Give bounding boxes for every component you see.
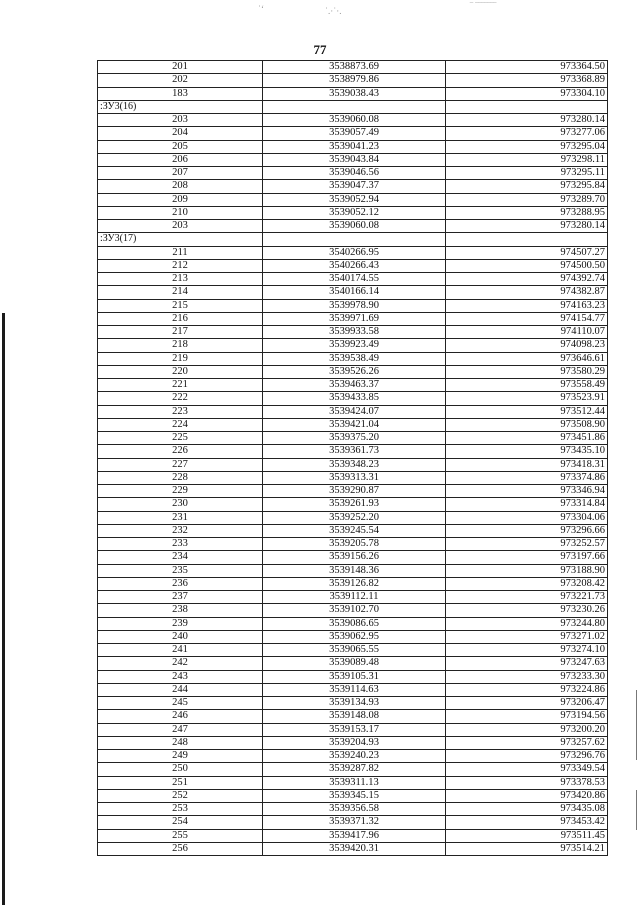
point-number-cell: 216 [98,312,263,325]
y-coordinate-cell: 974154.77 [446,312,608,325]
table-row [98,551,608,564]
section-label: :ЗУ3(17) [98,233,263,246]
table-row [98,220,608,233]
table-row [98,392,608,405]
table-row [98,445,608,458]
table-row [98,193,608,206]
y-coordinate-cell: 974507.27 [446,246,608,259]
x-coordinate-cell: 3539424.07 [263,405,446,418]
y-coordinate-cell: 973230.26 [446,604,608,617]
x-coordinate-cell: 3539043.84 [263,153,446,166]
section-row [98,233,608,246]
y-coordinate-cell: 973378.53 [446,776,608,789]
y-coordinate-cell: 973194.56 [446,710,608,723]
point-number-cell: 236 [98,577,263,590]
y-coordinate-cell: 973277.06 [446,127,608,140]
y-coordinate-cell: 973296.76 [446,750,608,763]
point-number-cell: 215 [98,299,263,312]
table-row [98,683,608,696]
table-row [98,789,608,802]
x-coordinate-cell: 3539433.85 [263,392,446,405]
y-coordinate-cell: 973224.86 [446,683,608,696]
y-coordinate-cell: 973580.29 [446,365,608,378]
y-coordinate-cell: 973206.47 [446,697,608,710]
point-number-cell: 243 [98,670,263,683]
coordinates-table [97,60,608,856]
table-row [98,326,608,339]
binding-edge-bar [2,313,5,905]
point-number-cell: 227 [98,458,263,471]
point-number-cell: 254 [98,816,263,829]
y-coordinate-cell: 973289.70 [446,193,608,206]
section-row [98,100,608,113]
table-row [98,379,608,392]
table-row [98,365,608,378]
point-number-cell: 229 [98,485,263,498]
table-row [98,246,608,259]
y-coordinate-cell: 973221.73 [446,591,608,604]
y-coordinate-cell: 973280.14 [446,114,608,127]
table-row [98,750,608,763]
x-coordinate-cell: 3539060.08 [263,114,446,127]
y-coordinate-cell: 973298.11 [446,153,608,166]
y-coordinate-cell: 973364.50 [446,61,608,74]
y-coordinate-cell: 974163.23 [446,299,608,312]
empty-cell [263,233,446,246]
point-number-cell: 235 [98,564,263,577]
y-coordinate-cell: 973558.49 [446,379,608,392]
table-row [98,803,608,816]
table-row [98,736,608,749]
y-coordinate-cell: 973280.14 [446,220,608,233]
x-coordinate-cell: 3539290.87 [263,485,446,498]
table-row [98,458,608,471]
point-number-cell: 203 [98,114,263,127]
x-coordinate-cell: 3539148.08 [263,710,446,723]
empty-cell [263,100,446,113]
x-coordinate-cell: 3540266.43 [263,259,446,272]
x-coordinate-cell: 3539041.23 [263,140,446,153]
point-number-cell: 219 [98,352,263,365]
point-number-cell: 213 [98,273,263,286]
x-coordinate-cell: 3539240.23 [263,750,446,763]
point-number-cell: 253 [98,803,263,816]
x-coordinate-cell: 3539126.82 [263,577,446,590]
x-coordinate-cell: 3539038.43 [263,87,446,100]
point-number-cell: 214 [98,286,263,299]
point-number-cell: 201 [98,61,263,74]
point-number-cell: 221 [98,379,263,392]
table-row [98,617,608,630]
y-coordinate-cell: 973295.84 [446,180,608,193]
point-number-cell: 242 [98,657,263,670]
scan-noise-mark: ˙.·˙·. [325,6,342,16]
x-coordinate-cell: 3539348.23 [263,458,446,471]
table-row [98,471,608,484]
y-coordinate-cell: 974110.07 [446,326,608,339]
y-coordinate-cell: 973511.45 [446,829,608,842]
y-coordinate-cell: 973197.66 [446,551,608,564]
x-coordinate-cell: 3539112.11 [263,591,446,604]
x-coordinate-cell: 3539420.31 [263,842,446,855]
x-coordinate-cell: 3539060.08 [263,220,446,233]
table-row [98,485,608,498]
table-row [98,776,608,789]
x-coordinate-cell: 3539205.78 [263,538,446,551]
table-row [98,273,608,286]
x-coordinate-cell: 3539046.56 [263,167,446,180]
y-coordinate-cell: 973523.91 [446,392,608,405]
y-coordinate-cell: 973346.94 [446,485,608,498]
table-row [98,153,608,166]
point-number-cell: 207 [98,167,263,180]
table-row [98,286,608,299]
x-coordinate-cell: 3539526.26 [263,365,446,378]
y-coordinate-cell: 973244.80 [446,617,608,630]
point-number-cell: 241 [98,644,263,657]
point-number-cell: 230 [98,498,263,511]
scan-edge-line [636,790,637,830]
point-number-cell: 210 [98,206,263,219]
table-row [98,339,608,352]
x-coordinate-cell: 3539313.31 [263,471,446,484]
table-row [98,180,608,193]
point-number-cell: 231 [98,511,263,524]
y-coordinate-cell: 974392.74 [446,273,608,286]
x-coordinate-cell: 3539134.93 [263,697,446,710]
scan-noise-mark: ‾ ‾‾‾‾‾‾‾ [470,2,497,12]
table-row [98,259,608,272]
table-row [98,405,608,418]
point-number-cell: 226 [98,445,263,458]
table-row [98,604,608,617]
x-coordinate-cell: 3539361.73 [263,445,446,458]
table-row [98,644,608,657]
y-coordinate-cell: 973514.21 [446,842,608,855]
x-coordinate-cell: 3539356.58 [263,803,446,816]
x-coordinate-cell: 3539287.82 [263,763,446,776]
y-coordinate-cell: 973418.31 [446,458,608,471]
y-coordinate-cell: 973420.86 [446,789,608,802]
table-row [98,312,608,325]
x-coordinate-cell: 3539114.63 [263,683,446,696]
y-coordinate-cell: 973512.44 [446,405,608,418]
table-row [98,538,608,551]
point-number-cell: 249 [98,750,263,763]
point-number-cell: 225 [98,432,263,445]
point-number-cell: 255 [98,829,263,842]
x-coordinate-cell: 3539245.54 [263,524,446,537]
table-row [98,74,608,87]
y-coordinate-cell: 974500.50 [446,259,608,272]
point-number-cell: 208 [98,180,263,193]
x-coordinate-cell: 3540174.55 [263,273,446,286]
point-number-cell: 234 [98,551,263,564]
point-number-cell: 204 [98,127,263,140]
point-number-cell: 248 [98,736,263,749]
table-row [98,630,608,643]
point-number-cell: 203 [98,220,263,233]
point-number-cell: 251 [98,776,263,789]
point-number-cell: 205 [98,140,263,153]
empty-cell [446,233,608,246]
x-coordinate-cell: 3539417.96 [263,829,446,842]
point-number-cell: 232 [98,524,263,537]
point-number-cell: 202 [98,74,263,87]
table-row [98,418,608,431]
table-row [98,498,608,511]
point-number-cell: 239 [98,617,263,630]
x-coordinate-cell: 3539086.65 [263,617,446,630]
x-coordinate-cell: 3538979.86 [263,74,446,87]
table-row [98,723,608,736]
table-row [98,710,608,723]
y-coordinate-cell: 973208.42 [446,577,608,590]
point-number-cell: 238 [98,604,263,617]
y-coordinate-cell: 973451.86 [446,432,608,445]
point-number-cell: 220 [98,365,263,378]
x-coordinate-cell: 3539345.15 [263,789,446,802]
y-coordinate-cell: 973274.10 [446,644,608,657]
point-number-cell: 247 [98,723,263,736]
point-number-cell: 237 [98,591,263,604]
coordinates-table-body [98,61,608,856]
y-coordinate-cell: 974098.23 [446,339,608,352]
table-row [98,670,608,683]
table-row [98,842,608,855]
table-row [98,829,608,842]
point-number-cell: 222 [98,392,263,405]
point-number-cell: 223 [98,405,263,418]
page-number: 77 [313,42,327,57]
x-coordinate-cell: 3539062.95 [263,630,446,643]
table-row [98,432,608,445]
x-coordinate-cell: 3539311.13 [263,776,446,789]
x-coordinate-cell: 3539102.70 [263,604,446,617]
y-coordinate-cell: 973349.54 [446,763,608,776]
x-coordinate-cell: 3539153.17 [263,723,446,736]
y-coordinate-cell: 973233.30 [446,670,608,683]
table-row [98,352,608,365]
y-coordinate-cell: 973288.95 [446,206,608,219]
y-coordinate-cell: 973435.10 [446,445,608,458]
x-coordinate-cell: 3539047.37 [263,180,446,193]
y-coordinate-cell: 973646.61 [446,352,608,365]
table-row [98,591,608,604]
point-number-cell: 209 [98,193,263,206]
x-coordinate-cell: 3539105.31 [263,670,446,683]
y-coordinate-cell: 973296.66 [446,524,608,537]
point-number-cell: 218 [98,339,263,352]
table-row [98,697,608,710]
x-coordinate-cell: 3539065.55 [263,644,446,657]
y-coordinate-cell: 973252.57 [446,538,608,551]
empty-cell [446,100,608,113]
x-coordinate-cell: 3539204.93 [263,736,446,749]
table-row [98,763,608,776]
table-row [98,140,608,153]
y-coordinate-cell: 973295.11 [446,167,608,180]
x-coordinate-cell: 3539923.49 [263,339,446,352]
point-number-cell: 206 [98,153,263,166]
y-coordinate-cell: 973188.90 [446,564,608,577]
y-coordinate-cell: 973435.08 [446,803,608,816]
x-coordinate-cell: 3539252.20 [263,511,446,524]
point-number-cell: 212 [98,259,263,272]
table-row [98,657,608,670]
section-label: :ЗУ3(16) [98,100,263,113]
x-coordinate-cell: 3539156.26 [263,551,446,564]
table-row [98,524,608,537]
x-coordinate-cell: 3539261.93 [263,498,446,511]
point-number-cell: 244 [98,683,263,696]
x-coordinate-cell: 3539978.90 [263,299,446,312]
table-row [98,206,608,219]
x-coordinate-cell: 3539089.48 [263,657,446,670]
table-row [98,299,608,312]
y-coordinate-cell: 973304.10 [446,87,608,100]
table-row [98,127,608,140]
point-number-cell: 211 [98,246,263,259]
y-coordinate-cell: 973271.02 [446,630,608,643]
x-coordinate-cell: 3539971.69 [263,312,446,325]
table-row [98,87,608,100]
y-coordinate-cell: 973508.90 [446,418,608,431]
table-row [98,511,608,524]
x-coordinate-cell: 3539148.36 [263,564,446,577]
point-number-cell: 224 [98,418,263,431]
point-number-cell: 233 [98,538,263,551]
table-row [98,167,608,180]
point-number-cell: 240 [98,630,263,643]
y-coordinate-cell: 973257.62 [446,736,608,749]
point-number-cell: 183 [98,87,263,100]
scan-noise-mark: ʿ‘ [258,4,264,14]
y-coordinate-cell: 973295.04 [446,140,608,153]
y-coordinate-cell: 973304.06 [446,511,608,524]
table-row [98,61,608,74]
point-number-cell: 245 [98,697,263,710]
y-coordinate-cell: 973200.20 [446,723,608,736]
table-row [98,577,608,590]
x-coordinate-cell: 3539057.49 [263,127,446,140]
x-coordinate-cell: 3539463.37 [263,379,446,392]
point-number-cell: 256 [98,842,263,855]
table-row [98,816,608,829]
x-coordinate-cell: 3539421.04 [263,418,446,431]
y-coordinate-cell: 973247.63 [446,657,608,670]
point-number-cell: 246 [98,710,263,723]
x-coordinate-cell: 3539538.49 [263,352,446,365]
y-coordinate-cell: 973453.42 [446,816,608,829]
x-coordinate-cell: 3539052.94 [263,193,446,206]
x-coordinate-cell: 3540266.95 [263,246,446,259]
y-coordinate-cell: 973374.86 [446,471,608,484]
point-number-cell: 228 [98,471,263,484]
scan-edge-line [636,690,637,760]
point-number-cell: 217 [98,326,263,339]
y-coordinate-cell: 973368.89 [446,74,608,87]
x-coordinate-cell: 3539371.32 [263,816,446,829]
x-coordinate-cell: 3538873.69 [263,61,446,74]
point-number-cell: 250 [98,763,263,776]
x-coordinate-cell: 3539933.58 [263,326,446,339]
table-row [98,114,608,127]
table-row [98,564,608,577]
x-coordinate-cell: 3539375.20 [263,432,446,445]
y-coordinate-cell: 973314.84 [446,498,608,511]
x-coordinate-cell: 3539052.12 [263,206,446,219]
point-number-cell: 252 [98,789,263,802]
y-coordinate-cell: 974382.87 [446,286,608,299]
x-coordinate-cell: 3540166.14 [263,286,446,299]
